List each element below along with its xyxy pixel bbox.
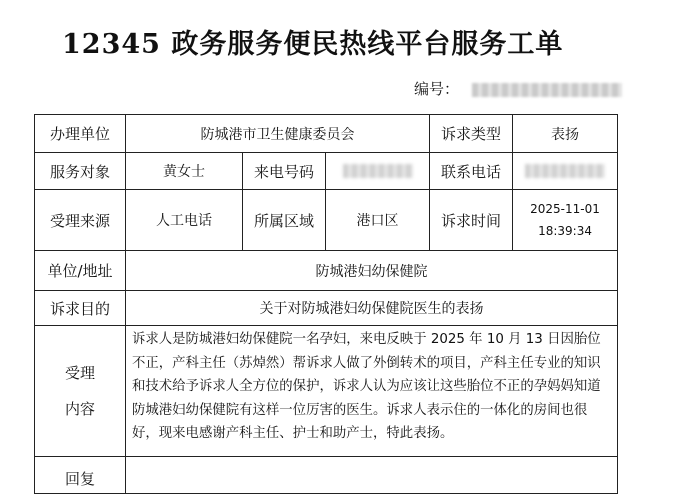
contact-phone-redacted <box>525 164 605 178</box>
address-value: 防城港妇幼保健院 <box>126 251 618 291</box>
time-date: 2025-11-01 <box>530 202 600 216</box>
reply-value <box>126 457 618 494</box>
source-value: 人工电话 <box>126 190 243 251</box>
content-label <box>35 326 126 457</box>
source-label: 受理来源 <box>35 190 126 251</box>
content-value: 诉求人是防城港妇幼保健院一名孕妇，来电反映于 2025 年 10 月 13 日因胎位不正，产科主任（苏焯然）帮诉求人做了外倒转术的项目，产科主任专业的知识和技术给予诉求人全方位的保护，诉求人认为应该让这些胎位不正的孕妈妈知道防城港妇幼保健院有这样一位厉害的医生。诉求人表示住的一体化的房间也很好，现来电感谢产科主任、护士和助产士，特此表扬。 <box>126 326 618 457</box>
address-label: 单位/地址 <box>35 251 126 291</box>
purpose-label: 诉求目的 <box>35 291 126 326</box>
caller-number-value <box>326 153 430 190</box>
district-value: 港口区 <box>326 190 430 251</box>
document-number <box>414 78 622 99</box>
work-order-form <box>34 114 618 494</box>
contact-phone-label: 联系电话 <box>430 153 513 190</box>
appeal-type-value: 表扬 <box>513 115 618 153</box>
number-label: 编号： <box>414 80 460 98</box>
purpose-value: 关于对防城港妇幼保健院医生的表扬 <box>126 291 618 326</box>
handling-unit-value: 防城港市卫生健康委员会 <box>126 115 430 153</box>
caller-number-label: 来电号码 <box>243 153 326 190</box>
service-target-label: 服务对象 <box>35 153 126 190</box>
form-row-reply <box>35 457 618 494</box>
content-label-line-2: 内容 <box>64 400 95 418</box>
content-label-line-1: 受理 <box>64 364 95 382</box>
time-value <box>513 190 618 251</box>
form-row-handling-unit <box>35 115 618 153</box>
document-title: 12345 政务服务便民热线平台服务工单 <box>62 29 564 60</box>
time-label: 诉求时间 <box>430 190 513 251</box>
number-value-redacted <box>472 83 622 97</box>
form-row-purpose <box>35 291 618 326</box>
form-row-content <box>35 326 618 457</box>
service-target-value: 黄女士 <box>126 153 243 190</box>
time-clock: 18:39:34 <box>538 224 592 238</box>
handling-unit-label: 办理单位 <box>35 115 126 153</box>
district-label: 所属区域 <box>243 190 326 251</box>
contact-phone-value <box>513 153 618 190</box>
reply-label: 回复 <box>35 457 126 494</box>
form-row-address <box>35 251 618 291</box>
form-row-service-target <box>35 153 618 190</box>
form-row-source <box>35 190 618 251</box>
appeal-type-label: 诉求类型 <box>430 115 513 153</box>
caller-number-redacted <box>343 164 413 178</box>
